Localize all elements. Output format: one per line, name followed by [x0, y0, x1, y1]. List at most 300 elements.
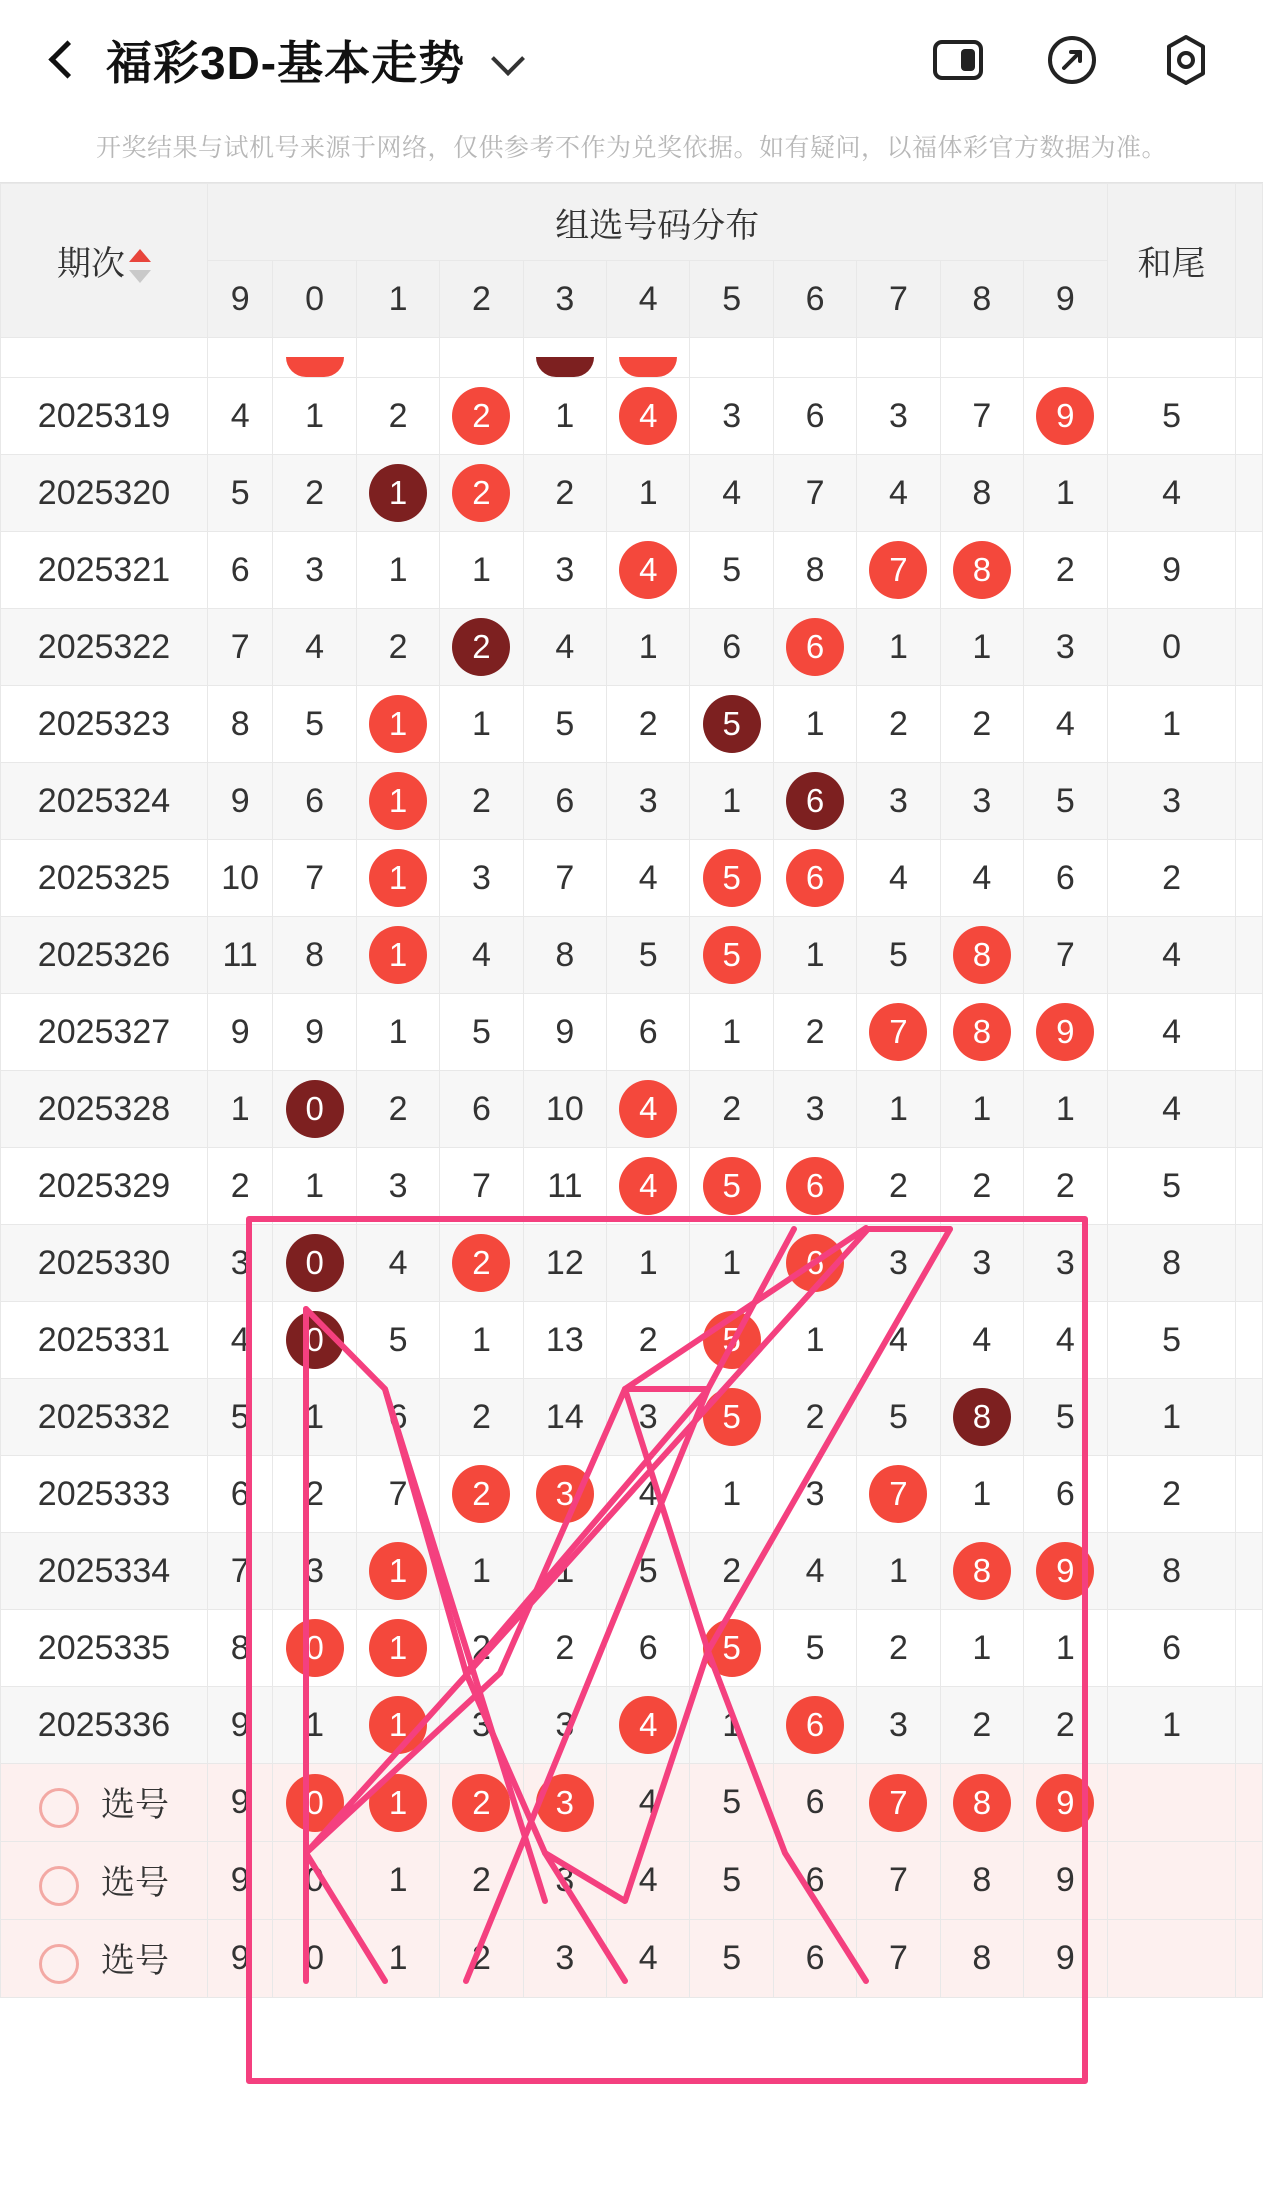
- number-ball[interactable]: 1: [369, 926, 427, 984]
- pick-number-ball[interactable]: 1: [369, 1774, 427, 1832]
- pick-number-ball[interactable]: 7: [869, 1774, 927, 1832]
- number-cell[interactable]: 3: [356, 1148, 439, 1225]
- settings-icon[interactable]: [1159, 33, 1213, 87]
- number-cell[interactable]: 1: [607, 455, 690, 532]
- number-cell-hit[interactable]: [273, 1071, 356, 1148]
- number-cell[interactable]: 7: [356, 1456, 439, 1533]
- number-cell[interactable]: 3: [523, 1687, 606, 1764]
- number-cell[interactable]: 4: [440, 917, 523, 994]
- number-ball[interactable]: 5: [703, 849, 761, 907]
- number-cell[interactable]: 3: [607, 1379, 690, 1456]
- number-ball[interactable]: 6: [786, 1696, 844, 1754]
- pick-number-cell-selected[interactable]: [523, 1764, 606, 1842]
- number-cell[interactable]: 6: [607, 994, 690, 1071]
- number-cell[interactable]: 2: [690, 1071, 773, 1148]
- number-cell[interactable]: 1: [273, 378, 356, 455]
- number-cell[interactable]: 6: [1024, 840, 1108, 917]
- number-cell[interactable]: 3: [1024, 609, 1108, 686]
- table-row[interactable]: [1, 686, 1263, 763]
- column-header-9[interactable]: 9: [1024, 261, 1108, 338]
- table-row[interactable]: [1, 1148, 1263, 1225]
- number-cell[interactable]: 3: [273, 1533, 356, 1610]
- number-cell[interactable]: [857, 338, 940, 378]
- column-header-6[interactable]: 6: [773, 261, 856, 338]
- number-cell[interactable]: 3: [523, 532, 606, 609]
- number-cell[interactable]: 2: [356, 1071, 439, 1148]
- column-header-3[interactable]: 3: [523, 261, 606, 338]
- number-cell-hit[interactable]: [356, 455, 439, 532]
- number-cell[interactable]: 5: [607, 1533, 690, 1610]
- number-ball[interactable]: 1: [369, 695, 427, 753]
- number-cell-hit[interactable]: [773, 840, 856, 917]
- number-ball[interactable]: 1: [369, 1696, 427, 1754]
- number-cell[interactable]: 4: [607, 840, 690, 917]
- number-cell[interactable]: [356, 338, 439, 378]
- number-ball[interactable]: 5: [703, 926, 761, 984]
- number-cell[interactable]: 3: [940, 763, 1023, 840]
- number-cell-hit[interactable]: [690, 1379, 773, 1456]
- number-cell[interactable]: 4: [607, 1456, 690, 1533]
- number-cell[interactable]: 4: [1024, 686, 1108, 763]
- number-cell-hit[interactable]: [523, 1456, 606, 1533]
- pick-number-cell[interactable]: 4: [607, 1842, 690, 1920]
- pick-number-cell[interactable]: 6: [773, 1842, 856, 1920]
- number-cell[interactable]: 11: [523, 1148, 606, 1225]
- number-cell[interactable]: 1: [940, 609, 1023, 686]
- number-cell[interactable]: 1: [523, 378, 606, 455]
- number-cell[interactable]: 1: [356, 994, 439, 1071]
- number-cell[interactable]: 5: [857, 917, 940, 994]
- number-cell[interactable]: 5: [356, 1302, 439, 1379]
- number-cell[interactable]: 3: [857, 763, 940, 840]
- number-cell[interactable]: 2: [940, 1687, 1023, 1764]
- number-cell[interactable]: 5: [273, 686, 356, 763]
- number-cell-hit[interactable]: [440, 378, 523, 455]
- number-cell[interactable]: 6: [773, 378, 856, 455]
- number-cell[interactable]: 3: [773, 1456, 856, 1533]
- number-cell[interactable]: 13: [523, 1302, 606, 1379]
- number-ball[interactable]: 5: [703, 1311, 761, 1369]
- number-cell-hit[interactable]: [690, 1148, 773, 1225]
- pick-row[interactable]: [1, 1920, 1263, 1998]
- number-cell[interactable]: 2: [607, 1302, 690, 1379]
- pick-number-cell[interactable]: 5: [690, 1920, 773, 1998]
- number-ball[interactable]: 8: [953, 1003, 1011, 1061]
- table-row[interactable]: [1, 455, 1263, 532]
- number-cell[interactable]: 4: [940, 840, 1023, 917]
- pick-number-cell-selected[interactable]: [273, 1764, 356, 1842]
- number-cell[interactable]: 1: [273, 1379, 356, 1456]
- layout-toggle-icon[interactable]: [931, 33, 985, 87]
- pick-number-cell[interactable]: 9: [1024, 1920, 1108, 1998]
- number-cell[interactable]: 2: [940, 1148, 1023, 1225]
- number-cell[interactable]: 5: [773, 1610, 856, 1687]
- pick-number-cell[interactable]: 7: [857, 1920, 940, 1998]
- number-ball[interactable]: 7: [869, 541, 927, 599]
- number-cell[interactable]: 8: [773, 532, 856, 609]
- number-cell[interactable]: 9: [523, 994, 606, 1071]
- number-cell[interactable]: 1: [1024, 455, 1108, 532]
- number-cell[interactable]: 1: [857, 1533, 940, 1610]
- number-cell[interactable]: 3: [690, 378, 773, 455]
- number-cell[interactable]: 1: [440, 1302, 523, 1379]
- number-ball[interactable]: 1: [369, 772, 427, 830]
- number-cell[interactable]: [607, 338, 690, 378]
- circle-icon[interactable]: [39, 1788, 79, 1828]
- table-row[interactable]: [1, 994, 1263, 1071]
- number-cell[interactable]: 6: [523, 763, 606, 840]
- number-ball[interactable]: 7: [869, 1465, 927, 1523]
- pick-number-cell-selected[interactable]: [940, 1764, 1023, 1842]
- table-row[interactable]: [1, 1071, 1263, 1148]
- pick-number-ball[interactable]: 3: [536, 1774, 594, 1832]
- number-cell[interactable]: 3: [773, 1071, 856, 1148]
- number-cell-hit[interactable]: [690, 686, 773, 763]
- number-cell[interactable]: 8: [523, 917, 606, 994]
- number-cell-hit[interactable]: [607, 1071, 690, 1148]
- number-cell[interactable]: 2: [440, 1610, 523, 1687]
- issue-column-header[interactable]: [1, 184, 208, 338]
- table-row[interactable]: [1, 1456, 1263, 1533]
- number-cell-hit[interactable]: [607, 1687, 690, 1764]
- number-cell[interactable]: 7: [773, 455, 856, 532]
- number-ball[interactable]: 2: [452, 1234, 510, 1292]
- number-cell-hit[interactable]: [440, 609, 523, 686]
- number-cell[interactable]: 4: [523, 609, 606, 686]
- number-cell[interactable]: 2: [607, 686, 690, 763]
- pick-number-cell[interactable]: 6: [773, 1764, 856, 1842]
- pick-number-cell[interactable]: 3: [523, 1920, 606, 1998]
- number-ball[interactable]: 5: [703, 695, 761, 753]
- pick-number-cell[interactable]: 4: [607, 1764, 690, 1842]
- number-cell[interactable]: 9: [273, 994, 356, 1071]
- pick-number-ball[interactable]: 8: [953, 1774, 1011, 1832]
- pick-label-cell[interactable]: [1, 1842, 208, 1920]
- number-cell-hit[interactable]: [773, 763, 856, 840]
- number-cell[interactable]: 1: [607, 1225, 690, 1302]
- number-cell[interactable]: 6: [440, 1071, 523, 1148]
- number-cell[interactable]: 6: [607, 1610, 690, 1687]
- number-cell-hit[interactable]: [773, 1687, 856, 1764]
- number-cell[interactable]: 1: [690, 1225, 773, 1302]
- circle-icon[interactable]: [39, 1866, 79, 1906]
- table-row[interactable]: [1, 609, 1263, 686]
- number-cell-hit[interactable]: [940, 917, 1023, 994]
- number-cell-hit[interactable]: [690, 917, 773, 994]
- number-cell[interactable]: 1: [940, 1610, 1023, 1687]
- number-cell[interactable]: 5: [523, 686, 606, 763]
- number-ball[interactable]: 6: [786, 772, 844, 830]
- pick-number-cell-selected[interactable]: [440, 1764, 523, 1842]
- number-cell-hit[interactable]: [273, 1610, 356, 1687]
- pick-number-cell[interactable]: 5: [690, 1764, 773, 1842]
- number-cell[interactable]: 2: [1024, 532, 1108, 609]
- number-cell-hit[interactable]: [607, 378, 690, 455]
- table-row[interactable]: [1, 532, 1263, 609]
- column-header-1[interactable]: 1: [356, 261, 439, 338]
- pick-number-cell[interactable]: 1: [356, 1842, 439, 1920]
- number-cell-hit[interactable]: [356, 686, 439, 763]
- number-cell[interactable]: 12: [523, 1225, 606, 1302]
- number-cell[interactable]: 3: [440, 1687, 523, 1764]
- number-cell[interactable]: 4: [773, 1533, 856, 1610]
- number-ball[interactable]: 8: [953, 541, 1011, 599]
- number-cell[interactable]: 2: [1024, 1148, 1108, 1225]
- number-cell-hit[interactable]: [356, 917, 439, 994]
- pick-number-cell[interactable]: 6: [773, 1920, 856, 1998]
- number-cell[interactable]: 4: [857, 1302, 940, 1379]
- number-cell[interactable]: 4: [356, 1225, 439, 1302]
- number-ball[interactable]: 4: [619, 1080, 677, 1138]
- pick-row[interactable]: [1, 1764, 1263, 1842]
- number-cell[interactable]: 2: [273, 1456, 356, 1533]
- number-cell[interactable]: 5: [440, 994, 523, 1071]
- number-cell[interactable]: 4: [940, 1302, 1023, 1379]
- table-row[interactable]: [1, 840, 1263, 917]
- pick-number-cell[interactable]: 3: [523, 1842, 606, 1920]
- number-cell-hit[interactable]: [356, 1533, 439, 1610]
- number-ball[interactable]: 6: [786, 618, 844, 676]
- number-cell[interactable]: 1: [440, 1533, 523, 1610]
- pick-row[interactable]: [1, 1842, 1263, 1920]
- circle-icon[interactable]: [39, 1944, 79, 1984]
- number-cell[interactable]: 1: [690, 994, 773, 1071]
- number-ball[interactable]: 9: [1036, 1003, 1094, 1061]
- number-ball[interactable]: 5: [703, 1388, 761, 1446]
- number-ball[interactable]: 1: [369, 849, 427, 907]
- number-cell[interactable]: 2: [356, 378, 439, 455]
- number-cell[interactable]: 1: [940, 1071, 1023, 1148]
- number-ball[interactable]: 1: [369, 1619, 427, 1677]
- number-cell[interactable]: 7: [1024, 917, 1108, 994]
- column-header-2[interactable]: 2: [440, 261, 523, 338]
- pick-number-cell[interactable]: 1: [356, 1920, 439, 1998]
- number-ball[interactable]: 9: [1036, 1542, 1094, 1600]
- number-cell[interactable]: 3: [1024, 1225, 1108, 1302]
- number-cell[interactable]: 2: [940, 686, 1023, 763]
- number-cell-hit[interactable]: [940, 994, 1023, 1071]
- number-cell[interactable]: 2: [773, 1379, 856, 1456]
- pick-number-cell[interactable]: 4: [607, 1920, 690, 1998]
- pick-number-cell-selected[interactable]: [857, 1764, 940, 1842]
- number-cell[interactable]: 6: [273, 763, 356, 840]
- chevron-down-icon[interactable]: [491, 43, 525, 77]
- number-cell[interactable]: 4: [690, 455, 773, 532]
- column-header-7[interactable]: 7: [857, 261, 940, 338]
- number-ball[interactable]: 8: [953, 1388, 1011, 1446]
- number-cell[interactable]: 4: [857, 455, 940, 532]
- number-ball[interactable]: 4: [619, 387, 677, 445]
- number-cell[interactable]: 14: [523, 1379, 606, 1456]
- number-ball[interactable]: 7: [869, 1003, 927, 1061]
- number-cell[interactable]: 5: [1024, 763, 1108, 840]
- table-row[interactable]: [1, 1225, 1263, 1302]
- number-cell-hit[interactable]: [607, 1148, 690, 1225]
- number-cell[interactable]: 1: [773, 686, 856, 763]
- pick-number-ball[interactable]: 0: [286, 1774, 344, 1832]
- column-header-5[interactable]: 5: [690, 261, 773, 338]
- number-cell[interactable]: 1: [440, 686, 523, 763]
- number-cell[interactable]: 7: [273, 840, 356, 917]
- number-ball[interactable]: 2: [452, 387, 510, 445]
- pick-number-cell[interactable]: 5: [690, 1842, 773, 1920]
- number-cell[interactable]: 2: [523, 455, 606, 532]
- number-cell[interactable]: 5: [607, 917, 690, 994]
- pick-number-cell[interactable]: 0: [273, 1842, 356, 1920]
- number-cell[interactable]: 7: [440, 1148, 523, 1225]
- number-cell[interactable]: 3: [940, 1225, 1023, 1302]
- number-ball[interactable]: 6: [786, 849, 844, 907]
- number-ball[interactable]: 2: [452, 464, 510, 522]
- column-header-0[interactable]: 0: [273, 261, 356, 338]
- number-cell[interactable]: [773, 338, 856, 378]
- number-cell[interactable]: 2: [857, 1148, 940, 1225]
- number-cell-hit[interactable]: [356, 1610, 439, 1687]
- number-cell-hit[interactable]: [940, 1379, 1023, 1456]
- number-cell[interactable]: 3: [857, 1687, 940, 1764]
- number-cell-hit[interactable]: [273, 1302, 356, 1379]
- number-cell-hit[interactable]: [356, 840, 439, 917]
- number-ball[interactable]: 1: [369, 464, 427, 522]
- number-cell[interactable]: 1: [1024, 1071, 1108, 1148]
- number-cell[interactable]: 2: [440, 1379, 523, 1456]
- number-cell[interactable]: 6: [356, 1379, 439, 1456]
- number-cell-hit[interactable]: [690, 840, 773, 917]
- table-row[interactable]: [1, 1379, 1263, 1456]
- number-ball[interactable]: 1: [369, 1542, 427, 1600]
- number-cell[interactable]: 4: [273, 609, 356, 686]
- number-cell[interactable]: [523, 338, 606, 378]
- number-cell[interactable]: 4: [857, 840, 940, 917]
- number-ball[interactable]: 0: [286, 1080, 344, 1138]
- number-ball[interactable]: 6: [786, 1234, 844, 1292]
- number-cell-hit[interactable]: [773, 1225, 856, 1302]
- number-cell-hit[interactable]: [690, 1610, 773, 1687]
- number-cell-hit[interactable]: [773, 1148, 856, 1225]
- number-cell[interactable]: 1: [773, 917, 856, 994]
- number-cell[interactable]: 2: [440, 763, 523, 840]
- number-cell-hit[interactable]: [440, 1456, 523, 1533]
- number-ball[interactable]: 4: [619, 1696, 677, 1754]
- pick-number-cell[interactable]: 7: [857, 1842, 940, 1920]
- pick-number-ball[interactable]: 2: [452, 1774, 510, 1832]
- number-cell-hit[interactable]: [356, 1687, 439, 1764]
- number-cell[interactable]: 2: [1024, 1687, 1108, 1764]
- number-cell[interactable]: [440, 338, 523, 378]
- number-cell[interactable]: 3: [273, 532, 356, 609]
- pick-number-cell[interactable]: 2: [440, 1842, 523, 1920]
- number-cell[interactable]: 1: [273, 1148, 356, 1225]
- number-cell[interactable]: 2: [356, 609, 439, 686]
- number-cell[interactable]: 8: [940, 455, 1023, 532]
- number-ball[interactable]: 5: [703, 1157, 761, 1215]
- number-cell[interactable]: 2: [273, 455, 356, 532]
- table-row[interactable]: [1, 1687, 1263, 1764]
- number-cell[interactable]: 3: [857, 378, 940, 455]
- number-cell[interactable]: 5: [1024, 1379, 1108, 1456]
- number-ball[interactable]: 6: [786, 1157, 844, 1215]
- number-cell[interactable]: 8: [273, 917, 356, 994]
- number-cell[interactable]: 1: [940, 1456, 1023, 1533]
- number-ball[interactable]: 8: [953, 926, 1011, 984]
- pick-number-cell[interactable]: 8: [940, 1920, 1023, 1998]
- number-ball[interactable]: 0: [286, 1619, 344, 1677]
- number-cell[interactable]: [940, 338, 1023, 378]
- number-ball[interactable]: 0: [286, 1234, 344, 1292]
- number-cell-hit[interactable]: [440, 455, 523, 532]
- number-cell[interactable]: 10: [523, 1071, 606, 1148]
- number-ball[interactable]: 3: [536, 1465, 594, 1523]
- number-cell[interactable]: 5: [857, 1379, 940, 1456]
- table-row[interactable]: [1, 763, 1263, 840]
- number-cell[interactable]: [690, 338, 773, 378]
- number-cell[interactable]: 2: [523, 1610, 606, 1687]
- number-cell-hit[interactable]: [1024, 378, 1108, 455]
- number-cell[interactable]: 2: [857, 1610, 940, 1687]
- pick-number-cell[interactable]: 0: [273, 1920, 356, 1998]
- number-cell[interactable]: 2: [773, 994, 856, 1071]
- number-cell-hit[interactable]: [1024, 994, 1108, 1071]
- number-ball[interactable]: 4: [619, 1157, 677, 1215]
- number-cell[interactable]: 1: [356, 532, 439, 609]
- number-cell-hit[interactable]: [940, 1533, 1023, 1610]
- pick-number-cell[interactable]: 9: [1024, 1842, 1108, 1920]
- number-cell[interactable]: 2: [690, 1533, 773, 1610]
- pick-number-cell-selected[interactable]: [356, 1764, 439, 1842]
- pick-number-cell[interactable]: 8: [940, 1842, 1023, 1920]
- number-cell-hit[interactable]: [690, 1302, 773, 1379]
- number-cell[interactable]: 7: [523, 840, 606, 917]
- table-row[interactable]: [1, 1533, 1263, 1610]
- number-cell[interactable]: 1: [690, 1687, 773, 1764]
- number-cell-hit[interactable]: [273, 1225, 356, 1302]
- number-cell-hit[interactable]: [356, 763, 439, 840]
- number-cell[interactable]: 1: [690, 763, 773, 840]
- table-row[interactable]: [1, 378, 1263, 455]
- number-cell[interactable]: 1: [1024, 1610, 1108, 1687]
- number-cell[interactable]: 6: [1024, 1456, 1108, 1533]
- table-row[interactable]: [1, 917, 1263, 994]
- share-icon[interactable]: [1045, 33, 1099, 87]
- pick-label-cell[interactable]: [1, 1764, 208, 1842]
- number-cell[interactable]: 1: [440, 532, 523, 609]
- number-cell[interactable]: [1024, 338, 1108, 378]
- number-cell-hit[interactable]: [773, 609, 856, 686]
- number-cell[interactable]: 3: [857, 1225, 940, 1302]
- number-cell[interactable]: 3: [607, 763, 690, 840]
- number-cell-hit[interactable]: [857, 1456, 940, 1533]
- number-ball[interactable]: 0: [286, 1311, 344, 1369]
- number-cell[interactable]: 1: [857, 609, 940, 686]
- number-cell[interactable]: 5: [690, 532, 773, 609]
- number-cell[interactable]: 1: [690, 1456, 773, 1533]
- column-header-4[interactable]: 4: [607, 261, 690, 338]
- number-cell[interactable]: 1: [773, 1302, 856, 1379]
- table-row[interactable]: [1, 1610, 1263, 1687]
- number-cell-hit[interactable]: [440, 1225, 523, 1302]
- number-ball[interactable]: 9: [1036, 387, 1094, 445]
- number-ball[interactable]: 2: [452, 1465, 510, 1523]
- number-ball[interactable]: 8: [953, 1542, 1011, 1600]
- number-cell[interactable]: 4: [1024, 1302, 1108, 1379]
- number-cell[interactable]: 1: [857, 1071, 940, 1148]
- number-cell[interactable]: 6: [690, 609, 773, 686]
- number-ball[interactable]: 2: [452, 618, 510, 676]
- number-cell[interactable]: 1: [523, 1533, 606, 1610]
- number-cell[interactable]: 1: [273, 1687, 356, 1764]
- number-cell[interactable]: 3: [440, 840, 523, 917]
- pick-number-cell-selected[interactable]: [1024, 1764, 1108, 1842]
